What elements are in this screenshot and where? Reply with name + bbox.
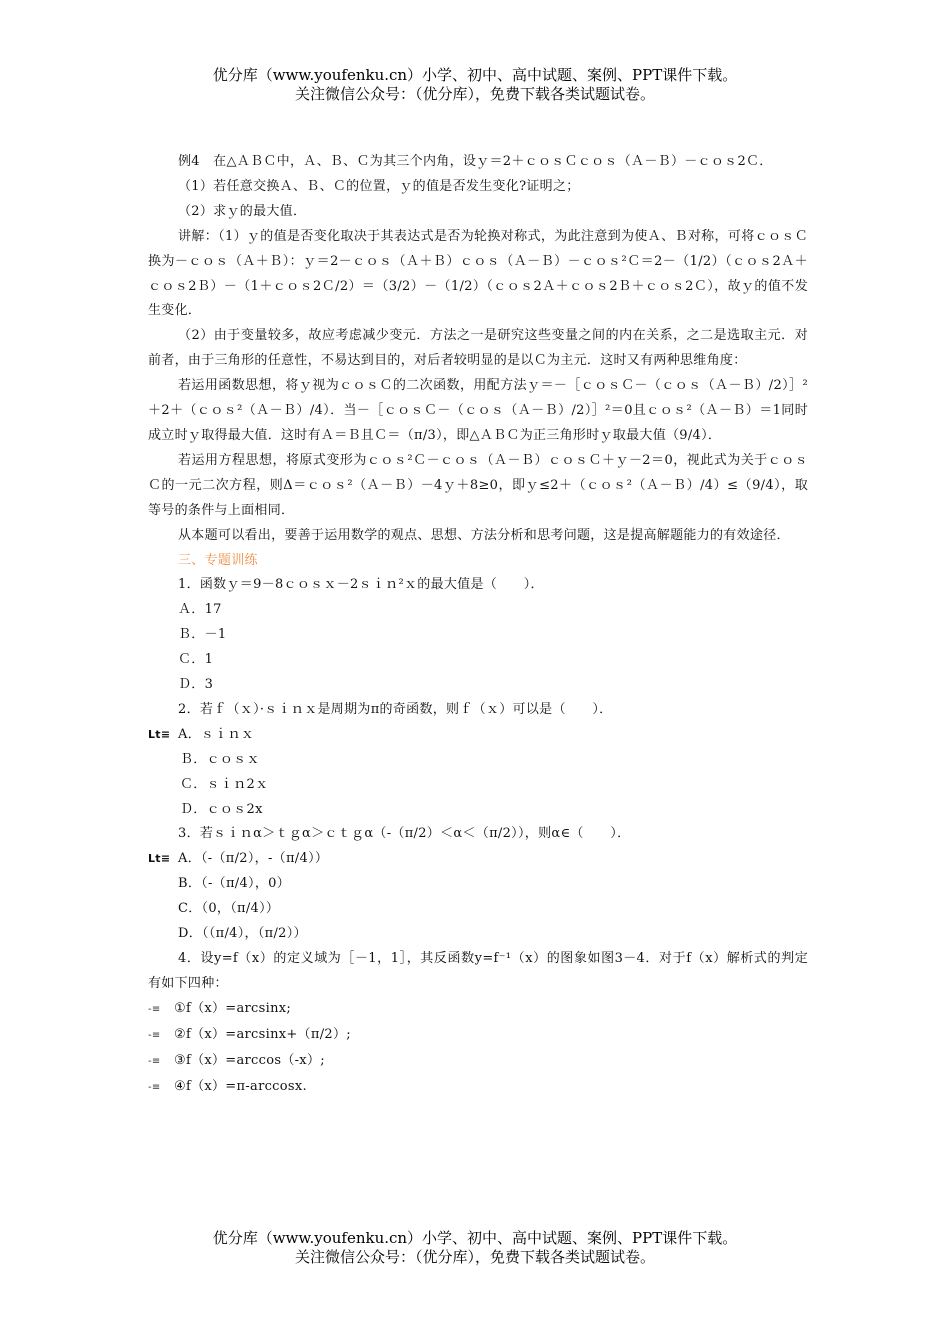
question-4-item-1: ①f（x）=arcsinx; <box>174 1000 292 1016</box>
question-2-option-a-line <box>148 723 808 748</box>
question-3-option-b: B．（-（π/4），0） <box>178 876 291 892</box>
question-4-item-1-line <box>148 997 808 1023</box>
section-title: 三、专题训练 <box>178 552 258 568</box>
question-1-option-d: Ｄ．3 <box>178 677 214 693</box>
question-4-item-2: ②f（x）=arcsinx+（π/2）; <box>174 1026 351 1042</box>
footer-line-2: 关注微信公众号：（优分库），免费下载各类试题试卷。 <box>294 1248 655 1266</box>
question-4-stem: 4．设y=f（x）的定义域为［－1，1］，其反函数y=f⁻¹（x）的图象如图3－4．对于f（x）解析式的判定有如下四种： <box>148 951 808 991</box>
list-marker: -≡ <box>148 1081 161 1093</box>
header-line-1: 优分库（www.youfenku.cn）小学、初中、高中试题、案例、PPT课件下载。 <box>212 66 738 84</box>
question-2-option-a: A．ｓｉｎｘ <box>178 726 255 742</box>
question-3-option-d: D．（（π/4），（π/2）） <box>178 926 307 942</box>
question-3-stem: 3．若ｓｉｎα＞ｔｇα＞ｃｔｇα（-（π/2）＜α＜（π/2）），则α∈（ ）． <box>178 826 631 842</box>
list-marker: -≡ <box>148 1055 161 1067</box>
question-1-option-b: Ｂ．－1 <box>178 627 227 643</box>
example-question-1: （1）若任意交换Ａ、Ｂ、Ｃ的位置，ｙ的值是否发生变化?证明之； <box>178 178 580 194</box>
question-1-stem: 1．函数ｙ＝9－8ｃｏｓｘ－2ｓｉｎ²ｘ的最大值是（ ）． <box>178 577 544 593</box>
question-2-option-c: Ｃ．ｓｉｎ2ｘ <box>180 776 269 792</box>
solution-conclusion: 从本题可以看出，要善于运用数学的观点、思想、方法分析和思考问题，这是提高解题能力的有效途径． <box>178 527 790 543</box>
question-3-option-a-line <box>148 847 808 872</box>
question-4-item-4-line <box>148 1075 808 1101</box>
document-body <box>148 150 808 1100</box>
question-2-option-b: Ｂ．ｃｏｓｘ <box>180 751 260 767</box>
question-4-item-3-line <box>148 1049 808 1075</box>
footer-line-1: 优分库（www.youfenku.cn）小学、初中、高中试题、案例、PPT课件下载。 <box>212 1229 738 1247</box>
solution-function-approach: 若运用函数思想，将ｙ视为ｃｏｓＣ的二次函数，用配方法ｙ＝－［ｃｏｓＣ－（ｃｏｓ（Ａ－Ｂ）/2）］²＋2＋（ｃｏｓ²（Ａ－Ｂ）/4）．当－［ｃｏｓＣ－（ｃｏｓ（Ａ－Ｂ）/2）］²＝0且ｃｏｓ²（Ａ－Ｂ）＝1同时成立时ｙ取得最大值．这时有Ａ＝Ｂ且Ｃ＝（π/3），即△ＡＢＣ为正三角形时ｙ取最大值（9/4）． <box>148 378 808 443</box>
question-1-option-c: Ｃ．1 <box>178 652 214 668</box>
list-marker: Lt≡ <box>148 727 171 741</box>
question-3-option-a: A．（-（π/2），-（π/4）） <box>178 851 329 867</box>
solution-part-1: 讲解：（1）ｙ的值是否变化取决于其表达式是否为轮换对称式，为此注意到为使Ａ、Ｂ对称，可将ｃｏｓＣ换为－ｃｏｓ（Ａ＋Ｂ）：ｙ＝2－ｃｏｓ（Ａ＋Ｂ）ｃｏｓ（Ａ－Ｂ）－ｃｏｓ²Ｃ＝2－（1/2）（ｃｏｓ2Ａ＋ｃｏｓ2Ｂ）－（1＋ｃｏｓ2Ｃ/2）＝（3/2）－（1/2）（ｃｏｓ2Ａ＋ｃｏｓ2Ｂ＋ｃｏｓ2Ｃ），故ｙ的值不发生变化． <box>148 228 808 319</box>
list-marker: -≡ <box>148 1003 161 1015</box>
question-4-item-4: ④f（x）=π-arccosx. <box>174 1078 307 1094</box>
question-2-option-d: Ｄ．ｃｏｓ2x <box>180 801 263 817</box>
solution-part-2: （2）由于变量较多，故应考虑减少变元．方法之一是研究这些变量之间的内在关系，之二是选取主元．对前者，由于三角形的任意性，不易达到目的，对后者较明显的是以Ｃ为主元．这时又有两种思维角度： <box>148 328 808 369</box>
example-question-2: （2）求ｙ的最大值． <box>178 203 307 219</box>
question-2-stem: 2．若ｆ（ｘ）·ｓｉｎｘ是周期为π的奇函数，则ｆ（ｘ）可以是（ ）． <box>178 701 613 717</box>
list-marker: -≡ <box>148 1029 161 1041</box>
question-4-item-2-line <box>148 1023 808 1049</box>
page-footer <box>0 1229 950 1267</box>
solution-equation-approach: 若运用方程思想，将原式变形为ｃｏｓ²Ｃ－ｃｏｓ（Ａ－Ｂ）ｃｏｓＣ＋ｙ－2＝0，视此式为关于ｃｏｓＣ的一元二次方程，则Δ＝ｃｏｓ²（Ａ－Ｂ）－4ｙ＋8≥0，即ｙ≤2＋（ｃｏｓ²（Ａ－Ｂ）/4）≤（9/4），取等号的条件与上面相同． <box>148 452 808 518</box>
question-4-item-3: ③f（x）=arccos（-x）; <box>174 1052 325 1068</box>
question-3-option-c: C．（0，（π/4）） <box>178 901 280 917</box>
question-1-option-a: Ａ．17 <box>178 602 222 618</box>
example-intro: 例4 在△ＡＢＣ中，Ａ、Ｂ、Ｃ为其三个内角，设ｙ＝2＋ｃｏｓＣｃｏｓ（Ａ－Ｂ）－ｃｏｓ2Ｃ． <box>178 154 773 169</box>
header-line-2: 关注微信公众号：（优分库），免费下载各类试题试卷。 <box>294 85 655 103</box>
list-marker: Lt≡ <box>148 852 171 866</box>
page-header <box>0 66 950 104</box>
